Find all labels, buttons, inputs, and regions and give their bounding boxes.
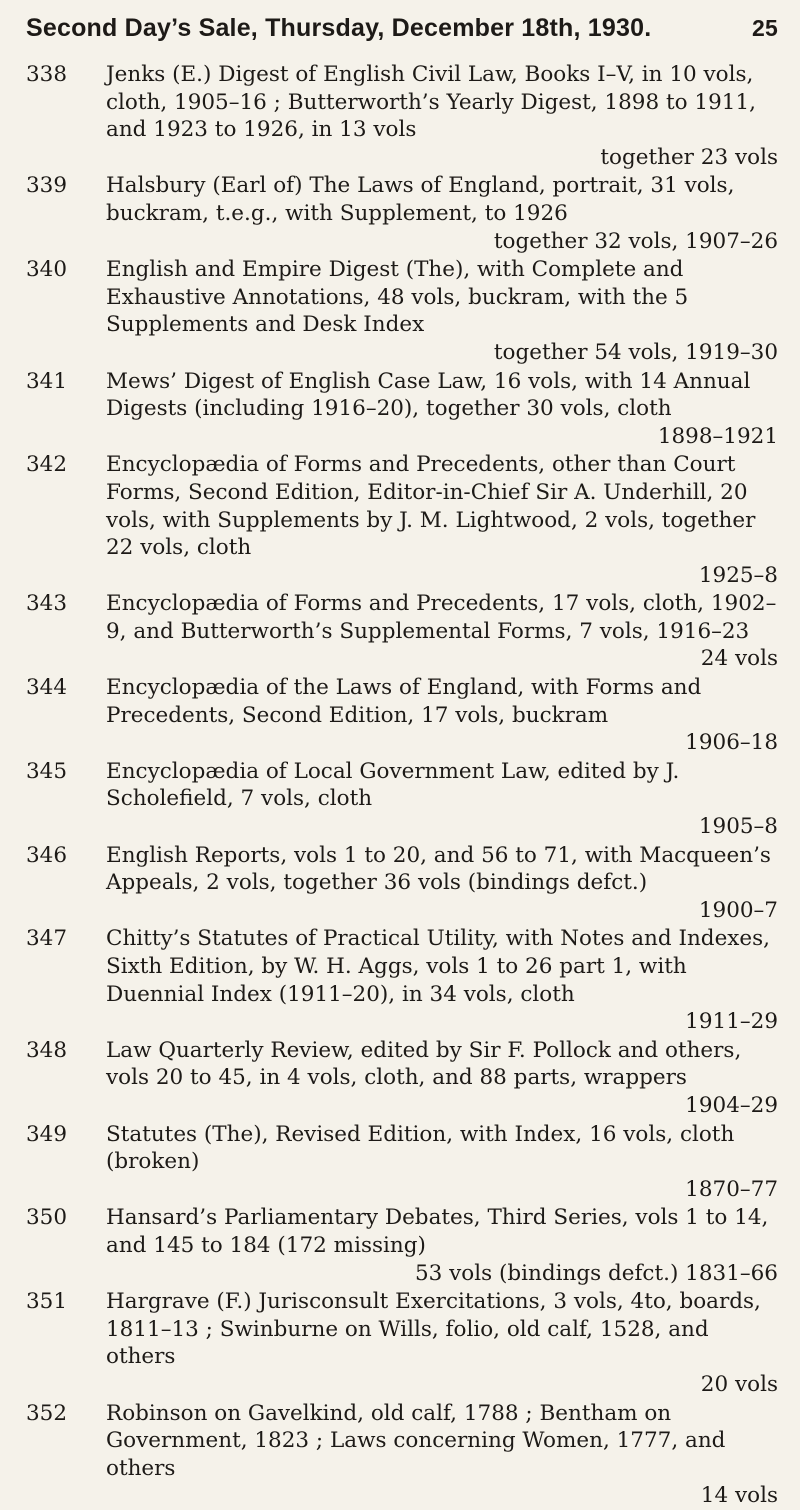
page-header [26,14,778,43]
lot-number: 339 [26,173,68,199]
lot-summary: 1904–29 [685,1092,778,1118]
lot-number: 349 [26,1121,68,1147]
lot-338 [26,61,778,171]
page-title: Second Day’s Sale, Thursday, December 18th, 1930. [26,14,652,42]
lot-description: Mews’ Digest of English Case Law, 16 vols, with 14 Annual Digests (including 1916–20), together 30 vols, cloth [106,368,751,422]
lot-description: Robinson on Gavelkind, old calf, 1788 ; Bentham on Government, 1823 ; Laws concerning Women, 1777, and others [106,1400,726,1481]
lot-number: 342 [26,452,68,478]
lot-description: English and Empire Digest (The), with Complete and Exhaustive Annotations, 48 vols, buckram, with the 5 Supplements and Desk Index [106,257,689,338]
lot-description: Chitty’s Statutes of Practical Utility, with Notes and Indexes, Sixth Edition, by W. H. Aggs, vols 1 to 26 part 1, with Duennial Index (1911–20), in 34 vols, cloth [106,926,771,1007]
lot-summary: 24 vols [700,646,778,672]
lot-347 [26,925,778,1035]
lot-summary: 1905–8 [698,814,778,840]
lot-349 [26,1121,778,1204]
lot-description: Hansard’s Parliamentary Debates, Third Series, vols 1 to 14, and 145 to 184 (172 missing) [106,1205,769,1258]
lot-summary: 1925–8 [698,562,778,588]
lot-summary: 1870–77 [685,1176,778,1202]
lot-description: Jenks (E.) Digest of English Civil Law, Books I–V, in 10 vols, cloth, 1905–16 ; Butterworth’s Yearly Digest, 1898 to 1911, and 1923 to 1926, in 13 vols [106,62,756,143]
lot-summary: 14 vols [700,1483,778,1509]
lot-number: 347 [26,926,68,952]
lot-description: English Reports, vols 1 to 20, and 56 to 71, with Macqueen’s Appeals, 2 vols, together 36 vols (bindings defct.) [106,842,771,896]
lot-number: 350 [26,1205,68,1231]
lot-number: 338 [26,62,68,87]
lot-number: 343 [26,591,68,617]
lot-number: 344 [26,675,68,701]
lot-number: 351 [26,1289,68,1315]
lot-346 [26,842,778,925]
lot-summary: together 23 vols [600,144,778,170]
lot-number: 348 [26,1037,68,1063]
lot-description: Encyclopædia of Forms and Precedents, other than Court Forms, Second Edition, Editor-in-Chief Sir A. Underhill, 20 vols, with Supplements by J. M. Lightwood, 2 vols, together 22 vols, cloth [106,452,756,561]
lot-summary: 1906–18 [685,730,778,756]
lot-343 [26,590,778,673]
lot-340 [26,256,778,366]
lot-description: Statutes (The), Revised Edition, with Index, 16 vols, cloth (broken) [106,1121,735,1175]
lot-summary: together 32 vols, 1907–26 [493,228,778,254]
lot-summary: 1898–1921 [657,423,778,449]
lot-number: 341 [26,368,68,394]
lot-number: 346 [26,842,68,868]
page-number: 25 [752,15,778,41]
lot-345 [26,758,778,841]
lot-description: Hargrave (F.) Jurisconsult Exercitations, 3 vols, 4to, boards, 1811–13 ; Swinburne on Wills, folio, old calf, 1528, and others [106,1289,761,1370]
lot-350 [26,1204,778,1287]
lot-number: 345 [26,758,68,784]
lot-summary: together 54 vols, 1919–30 [493,339,778,365]
lot-341 [26,368,778,451]
lot-352 [26,1400,778,1510]
lot-348 [26,1037,778,1120]
lot-summary: 20 vols [700,1371,778,1397]
lot-description: Encyclopædia of the Laws of England, with Forms and Precedents, Second Edition, 17 vols, buckram [106,675,702,728]
lot-summary: 53 vols (bindings defct.) 1831–66 [414,1260,778,1286]
lot-339 [26,172,778,255]
lot-number: 340 [26,257,68,283]
lot-number: 352 [26,1400,68,1426]
lot-description: Encyclopædia of Local Government Law, edited by J. Scholefield, 7 vols, cloth [106,758,680,812]
lot-344 [26,674,778,757]
lot-342 [26,451,778,589]
lot-description: Halsbury (Earl of) The Laws of England, portrait, 31 vols, buckram, t.e.g., with Supplement, to 1926 [106,173,735,226]
lot-description: Law Quarterly Review, edited by Sir F. Pollock and others, vols 20 to 45, in 4 vols, cloth, and 88 parts, wrappers [106,1037,742,1091]
lot-351 [26,1288,778,1398]
lot-summary: 1900–7 [698,897,778,923]
lot-summary: 1911–29 [685,1009,778,1035]
lot-description: Encyclopædia of Forms and Precedents, 17 vols, cloth, 1902–9, and Butterworth’s Supplemental Forms, 7 vols, 1916–23 [106,591,777,644]
